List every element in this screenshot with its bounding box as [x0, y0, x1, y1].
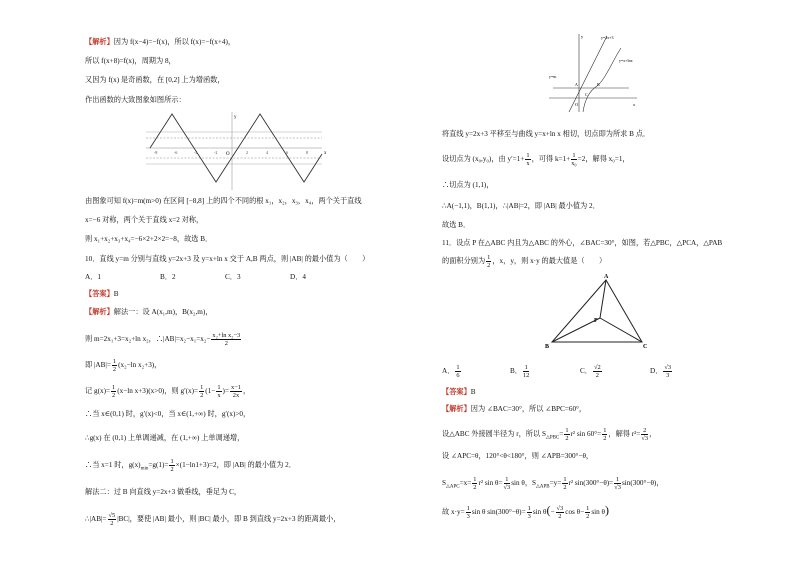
answer-line: 【答案】B — [442, 388, 476, 396]
text-line: 【解析】因为 ∠BAC=30°，所以 ∠BPC=60°， — [442, 405, 587, 413]
line-label: y=m — [549, 74, 557, 79]
fraction: $\frac{\text{x₂+ln x₂−3}}{2}$ — [212, 332, 241, 347]
vertex-label-b: B — [545, 344, 550, 350]
option-a: A． $\frac{1}{6}$ — [442, 364, 460, 379]
fraction: $\frac{1}{x}$ — [526, 152, 530, 167]
analysis-tag: 【解析】 — [85, 308, 114, 316]
text-line: 作出函数的大致图象如图所示： — [85, 96, 186, 104]
text-line: 则 x₁+x₂+x₃+x₄=−6×2+2×2=−8，故选 B． — [85, 235, 213, 243]
function-graph — [140, 110, 330, 192]
text-line: ∴A(−1,1)，B(1,1)，∴|AB|=2，即 |AB| 最小值为 2． — [442, 202, 600, 210]
x-tick: -2 — [214, 150, 218, 155]
option-d: D．4 — [290, 273, 306, 281]
x-tick: 8 — [306, 150, 308, 155]
line-label: y=2x+3 — [601, 35, 614, 40]
text-line: 又因为 f(x) 是奇函数，在 [0,2] 上为增函数， — [85, 76, 225, 84]
x-tick: -4 — [194, 150, 198, 155]
fraction: $\frac{1}{2}$ — [170, 458, 174, 473]
text-line: 由图象可知 f(x)=m(m>0) 在区间 [−8,8] 上的四个不同的根 x₁，x₂，x₃，x₄，两个关于直线 — [85, 197, 362, 205]
fraction: $\frac{1}{2}$ — [200, 384, 204, 399]
axis-label-y: y — [581, 34, 584, 39]
origin-label: O — [226, 152, 230, 157]
axis-label-y: y — [234, 115, 237, 120]
text-line: 所以 f(x+8)=f(x)，周期为 8， — [85, 57, 176, 65]
formula-line: 记 g(x)= $\frac{1}{2}$ (x−ln x+3)(x>0)，则 g′(x)= $\frac{1}{2}$ (1− $\frac{1}{x}$ )= $\frac{x-1}{2x}$ ， — [85, 384, 251, 399]
fraction: $\frac{1}{2}$ — [563, 476, 567, 491]
fraction: $\frac{1}{√3}$ — [614, 476, 621, 491]
origin-label: O — [575, 102, 579, 107]
fraction: $\frac{1}{\text{x₀}}$ — [571, 152, 577, 167]
text-line: ∴当 x∈(0,1) 时，g′(x)<0，当 x∈(1,+∞) 时，g′(x)>0， — [85, 410, 251, 418]
x-tick: 4 — [266, 150, 268, 155]
line-curve-figure — [545, 32, 640, 114]
x-tick: -6 — [174, 150, 178, 155]
option-a: A．1 — [85, 273, 101, 281]
answer-line: 【答案】B — [85, 290, 119, 298]
point-label-p: P — [594, 318, 598, 324]
analysis-tag: 【解析】 — [442, 405, 471, 413]
text-line: ∴切点为 (1,1)， — [442, 181, 494, 189]
option-d: D． $\frac{√3}{3}$ — [650, 364, 672, 379]
text-line: 故选 B． — [442, 221, 471, 229]
analysis-tag: 【解析】 — [85, 38, 114, 46]
fraction: $\frac{1}{3}$ — [466, 505, 470, 520]
fraction: $\frac{1}{3}$ — [527, 505, 531, 520]
option-b: B． $\frac{1}{12}$ — [510, 364, 530, 379]
x-tick: -8 — [154, 150, 158, 155]
fraction: $\frac{1}{x}$ — [217, 384, 221, 399]
option-c: C． $\frac{√2}{2}$ — [580, 364, 601, 379]
point-label: B — [597, 82, 600, 87]
fraction: $\frac{x-1}{2x}$ — [231, 384, 241, 399]
fraction: $\frac{√3}{3}$ — [664, 364, 672, 379]
fraction: $\frac{1}{2}$ — [473, 476, 477, 491]
text-line: x=−6 对称，两个关于直线 x=2 对称， — [85, 216, 204, 224]
formula-line: 即 |AB|= $\frac{1}{2}$ (x₂−ln x₂+3)， — [85, 358, 162, 373]
axis-label-x: x — [324, 151, 327, 156]
fraction: $\frac{2}{√3}$ — [641, 427, 649, 442]
formula-line: 故 x·y= $\frac{1}{3}$ sin θ sin(300°−θ)= $\frac{1}{3}$ sin θ(− $\frac{√3}{2}$ cos θ− $\frac{1}{2}$ sin θ) — [442, 503, 609, 520]
question-10: 10．直线 y=m 分别与直线 y=2x+3 及 y=x+ln x 交于 A,B 两点，则 |AB| 的最小值为（ ） — [85, 255, 370, 263]
answer-tag: 【答案】 — [442, 388, 471, 396]
fraction: $\frac{1}{2}$ — [487, 254, 491, 269]
curve-label: y=x+lnx — [619, 58, 633, 63]
answer-tag: 【答案】 — [85, 290, 114, 298]
formula-line: $S_{\triangle APC}=x=$ $\frac{1}{2}$ r² sin θ= $\frac{1}{√3}$ sin θ，$S_{\triangle APB}=y=$ $\frac{1}{2}$ r² sin(300°−θ)= $\frac{1}{√3}$ sin(300°−θ)， — [442, 476, 664, 491]
fraction: $\frac{√5}{2}$ — [108, 512, 116, 527]
formula-line: ∴|AB|= $\frac{√5}{2}$ |BC|，要使 |AB| 最小，则 |BC| 最小，即 B 到直线 y=2x+3 的距离最小， — [85, 512, 341, 527]
formula-line: 的面积分别为 $\frac{1}{2}$ ，x，y，则 x·y 的最大值是（ ） — [442, 254, 607, 269]
text-line: 解法二：过 B 向直线 y=2x+3 做垂线，垂足为 C， — [85, 488, 242, 496]
formula-line: 则 m=2x₁+3=x₂+ln x₂，∴|AB|=x₂−x₁=x₂− $\frac{\text{x₂+ln x₂−3}}{2}$ — [85, 332, 241, 347]
fraction: $\frac{√2}{2}$ — [593, 364, 601, 379]
text-line: ∴g(x) 在 (0,1) 上单调递减，在 (1,+∞) 上单调递增， — [85, 434, 245, 442]
x-tick: 6 — [286, 150, 288, 155]
solution-paragraph: 【解析】因为 f(x−4)=−f(x)，所以 f(x)=−f(x+4)， — [85, 38, 236, 46]
point-label: C — [585, 92, 588, 97]
fraction: $\frac{1}{6}$ — [456, 364, 460, 379]
text-line: 【解析】解法一：设 A(x₁,m)，B(x₂,m)， — [85, 308, 213, 316]
fraction: $\frac{1}{12}$ — [522, 364, 530, 379]
option-c: C．3 — [225, 273, 241, 281]
fraction: $\frac{1}{2}$ — [112, 384, 116, 399]
text-line: 将直线 y=2x+3 平移至与曲线 y=x+ln x 相切，切点即为所求 B 点． — [442, 130, 651, 138]
formula-line: 设切点为 (x₀,y₀)，由 y′=1+ $\frac{1}{x}$ ，可得 k=1+ $\frac{1}{\text{x₀}}$ =2，解得 x₀=1， — [442, 152, 630, 167]
vertex-label-a: A — [604, 274, 609, 280]
axis-label-x: x — [633, 102, 636, 107]
formula-line: ∴当 x=1 时，$g(x)_{min}=g(1)=$ $\frac{1}{2}$ ×(1−ln1+3)=2，即 |AB| 的最小值为 2． — [85, 458, 296, 473]
fraction: $\frac{1}{2}$ — [603, 427, 607, 442]
text-line: 设 ∠APC=θ，120°<θ<180°，则 ∠APB=300°−θ， — [442, 452, 594, 460]
x-tick: 2 — [246, 150, 248, 155]
option-b: B．2 — [160, 273, 176, 281]
question-11: 11．设点 P 在△ABC 内且为△ABC 的外心，∠BAC=30°，如图，若△PBC，△PCA，△PAB — [442, 239, 723, 247]
triangle-figure — [542, 270, 652, 352]
fraction: $\frac{√3}{2}$ — [556, 505, 564, 520]
fraction: $\frac{1}{2}$ — [586, 505, 590, 520]
point-label: A — [575, 82, 578, 87]
fraction: $\frac{1}{2}$ — [565, 427, 569, 442]
vertex-label-c: C — [643, 344, 648, 350]
fraction: $\frac{1}{√3}$ — [503, 476, 511, 491]
formula-line: 设△ABC 外接圆半径为 r，所以 $S_{\triangle PBC}=$ $\frac{1}{2}$ r² sin 60°= $\frac{1}{2}$ ，解得 r²= $\frac{2}{√3}$ ， — [442, 427, 657, 442]
fraction: $\frac{1}{2}$ — [112, 358, 117, 373]
